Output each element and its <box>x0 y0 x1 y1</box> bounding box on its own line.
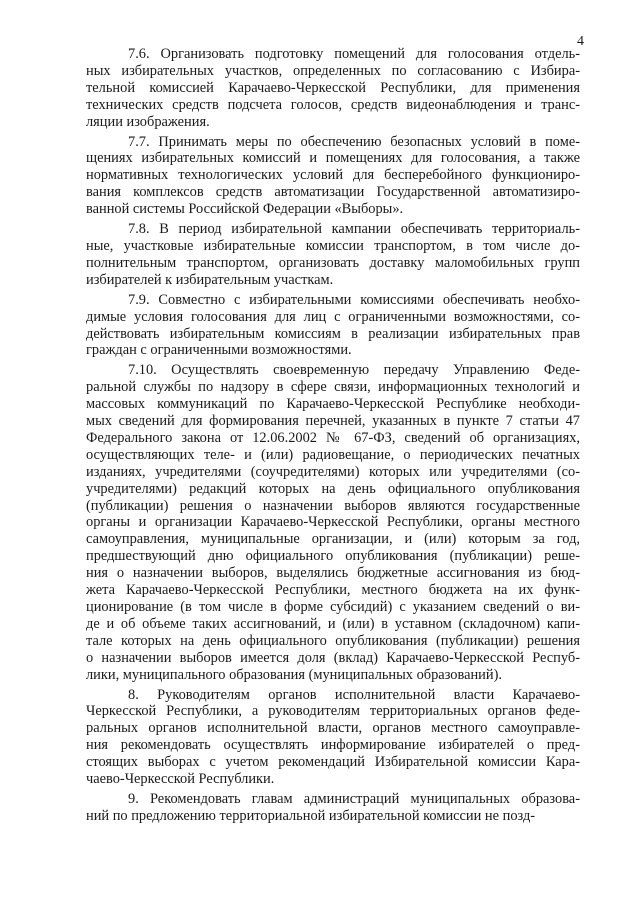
text-line: действовать избирательным комиссиям в реализации избирательных прав <box>86 325 580 342</box>
paragraph-7-8 <box>86 221 580 289</box>
paragraph-7-7 <box>86 134 580 219</box>
text-line: ния о назначении выборов, выделялись бюджетные ассигнования из бюд- <box>86 565 580 582</box>
text-line: 7.8. В период избирательной кампании обеспечивать территориаль- <box>128 221 580 238</box>
text-line: изданиях, учредителями (соучредителями) которых или учредителями (со- <box>86 463 580 480</box>
text-line: мых сведений для формирования перечней, указанных в пункте 7 статьи 47 <box>86 413 580 430</box>
text-line: ционирование (в том числе в форме субсидий) с указанием сведений о ви- <box>86 599 580 615</box>
text-line: ванной системы Российской Федерации «Выборы». <box>86 201 404 218</box>
text-line: учредителями) редакций которых на день официального опубликования <box>86 480 580 497</box>
paragraph-8 <box>86 687 580 788</box>
text-line: ральных органов исполнительной власти, органов местного самоуправле- <box>86 720 580 737</box>
text-line: ные, участковые избирательные комиссии транспортом, в том числе до- <box>86 237 580 254</box>
text-line: (публикации) решения о назначении выборов являются государственные <box>86 497 580 514</box>
text-line: граждан с ограниченными возможностями. <box>86 342 352 359</box>
text-line: тале которых на день официального опубликования (публикации) решения <box>86 632 580 649</box>
text-line: полнительным транспортом, организовать доставку маломобильных групп <box>86 254 580 271</box>
text-line: 8. Руководителям органов исполнительной власти Карачаево- <box>128 686 580 703</box>
paragraph-7-6 <box>86 46 580 131</box>
text-line: стоящих выборах с учетом рекомендаций Избирательной комиссии Кара- <box>86 754 580 771</box>
text-line: органы и организации Карачаево-Черкесской Республики, органы местного <box>86 514 580 531</box>
text-line: ных избирательных участков, определенных по согласованию с Избира- <box>86 62 580 79</box>
text-line: ний по предложению территориальной избирательной комиссии не позд- <box>86 807 536 824</box>
text-line: димые условия голосования для лиц с ограниченными возможностями, со- <box>86 308 580 325</box>
text-line: массовых коммуникаций по Карачаево-Черкесской Республике необходи- <box>86 396 580 413</box>
text-line: предшествующий дню официального опубликования (публикации) реше- <box>86 548 580 565</box>
text-line: технических средств подсчета голосов, средств видеонаблюдения и транс- <box>86 96 580 113</box>
text-line: де и об объеме таких ассигнований, и (или) в уставном (складочном) капи- <box>86 615 580 632</box>
text-line: Черкесской Республики, а руководителям территориальных органов феде- <box>86 703 580 720</box>
text-line: Федерального закона от 12.06.2002 № 67-ФЗ, сведений об организациях, <box>86 429 580 446</box>
text-line: осуществляющих теле- и (или) радиовещание, о периодических печатных <box>86 446 580 463</box>
text-line: избирателей к избирательным участкам. <box>86 271 334 288</box>
text-line: 7.7. Принимать меры по обеспечению безопасных условий в поме- <box>128 133 580 150</box>
text-line: ляции изображения. <box>86 113 210 130</box>
paragraph-9 <box>86 791 580 825</box>
text-line: самоуправления, муниципальные организации, и (или) которым за год, <box>86 531 580 548</box>
text-line: ральной службы по надзору в сфере связи, информационных технологий и <box>86 379 580 396</box>
paragraph-7-10 <box>86 362 580 683</box>
text-line: 9. Рекомендовать главам администраций муниципальных образова- <box>128 790 580 807</box>
text-line: 7.10. Осуществлять своевременную передачу Управлению Феде- <box>128 362 580 379</box>
text-line: щениях избирательных комиссий и помещениях для голосования, а также <box>86 150 580 167</box>
text-line: лики, муниципального образования (муниципальных образований). <box>86 666 502 683</box>
text-line: чаево-Черкесской Республики. <box>86 771 275 788</box>
text-line: 7.9. Совместно с избирательными комиссиями обеспечивать необхо- <box>128 291 580 308</box>
text-line: ния рекомендовать осуществлять информирование избирателей о пред- <box>86 737 580 754</box>
text-line: жета Карачаево-Черкесской Республики, местного бюджета на их функ- <box>86 582 580 599</box>
page-number: 4 <box>577 34 584 49</box>
text-line: тельной комиссией Карачаево-Черкесской Республики, для применения <box>86 79 580 96</box>
text-line: нормативных технологических условий для бесперебойного функциониро- <box>86 167 580 184</box>
text-line: вания комплексов средств автоматизации Государственной автоматизиро- <box>86 184 580 201</box>
text-line: о назначении выборов имеется доля (вклад) Карачаево-Черкесской Респуб- <box>86 649 580 666</box>
document-body <box>86 46 580 828</box>
text-line: 7.6. Организовать подготовку помещений для голосования отдель- <box>128 46 580 62</box>
paragraph-7-9 <box>86 292 580 360</box>
